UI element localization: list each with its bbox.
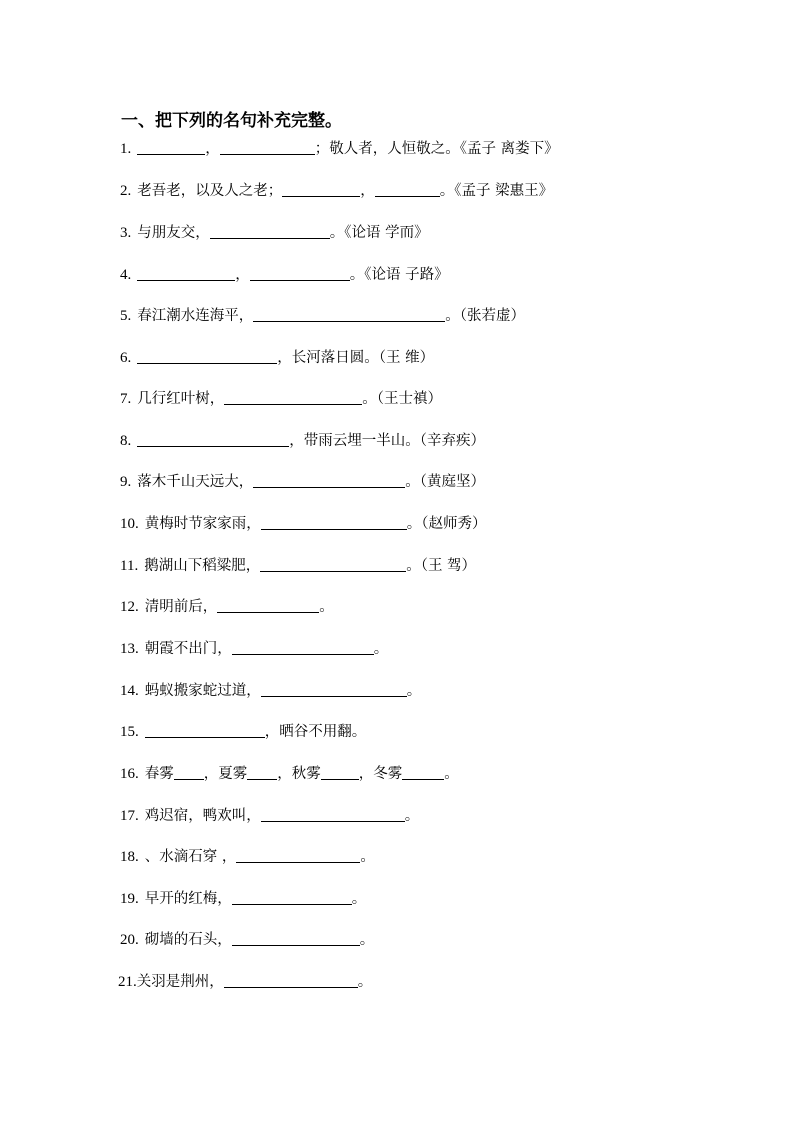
question-item	[120, 348, 434, 368]
question-text: 朝霞不出门，	[144, 641, 232, 657]
question-item	[120, 681, 421, 701]
question-item	[120, 930, 374, 950]
question-text: ，夏雾	[203, 766, 248, 782]
question-text: 砌墙的石头，	[144, 932, 232, 948]
question-number: 13.	[120, 641, 139, 657]
question-number: 16.	[120, 766, 139, 782]
question-item	[120, 764, 459, 784]
question-number: 1.	[120, 141, 132, 157]
question-text: 黄梅时节家家雨，	[144, 516, 261, 532]
question-item	[120, 181, 553, 201]
answer-blank[interactable]	[137, 432, 289, 447]
question-text: 鸡迟宿，鸭欢叫，	[144, 808, 261, 824]
question-text: 清明前后，	[144, 599, 218, 615]
question-number: 20.	[120, 932, 139, 948]
question-number: 10.	[120, 516, 139, 532]
answer-blank[interactable]	[145, 723, 265, 738]
question-text: 落木千山天远大，	[137, 474, 254, 490]
answer-blank[interactable]	[232, 890, 352, 905]
question-text: 鹅湖山下稻粱肥，	[144, 558, 261, 574]
question-text: 。	[444, 766, 459, 782]
question-text: ，	[360, 183, 375, 199]
question-text: ，带雨云埋一半山。（辛弃疾）	[289, 433, 485, 449]
answer-blank[interactable]	[224, 973, 358, 988]
answer-blank[interactable]	[261, 682, 407, 697]
question-text: ，晒谷不用翻。	[264, 724, 367, 740]
answer-blank[interactable]	[137, 140, 205, 155]
answer-blank[interactable]	[250, 266, 350, 281]
question-item	[120, 389, 442, 409]
question-item	[120, 722, 366, 742]
question-text: 。	[360, 849, 375, 865]
question-text: ，长河落日圆。（王 维）	[277, 350, 435, 366]
question-text: 老吾老，以及人之老；	[137, 183, 283, 199]
question-number: 5.	[120, 308, 132, 324]
question-text: 。（王 驾）	[406, 558, 477, 574]
question-number: 2.	[120, 183, 132, 199]
question-number: 12.	[120, 599, 139, 615]
question-number: 21.	[118, 974, 137, 990]
question-number: 17.	[120, 808, 139, 824]
question-item	[120, 806, 419, 826]
question-item	[120, 265, 449, 285]
question-text: 早开的红梅，	[144, 891, 232, 907]
question-number: 3.	[120, 225, 132, 241]
answer-blank[interactable]	[217, 598, 319, 613]
question-text: 。《论语 学而》	[329, 225, 429, 241]
question-number: 7.	[120, 391, 132, 407]
question-item	[120, 889, 366, 909]
question-text: 、水滴石穿 ，	[144, 849, 237, 865]
question-text: 几行红叶树，	[137, 391, 225, 407]
question-item	[120, 472, 485, 492]
question-text: 。	[351, 891, 367, 907]
question-number: 8.	[120, 433, 132, 449]
answer-blank[interactable]	[137, 349, 277, 364]
answer-blank[interactable]	[232, 931, 360, 946]
question-item	[120, 597, 334, 617]
answer-blank[interactable]	[137, 266, 235, 281]
answer-blank[interactable]	[210, 224, 330, 239]
question-text: 。	[357, 974, 373, 990]
question-text: 。	[359, 932, 375, 948]
question-item	[120, 556, 476, 576]
answer-blank[interactable]	[321, 765, 359, 780]
question-number: 4.	[120, 267, 132, 283]
answer-blank[interactable]	[247, 765, 277, 780]
question-item	[120, 431, 485, 451]
question-text: ；敬人者，人恒敬之。《孟子 离娄下》	[314, 141, 559, 157]
question-text: 。（赵师秀）	[406, 516, 487, 532]
question-text: ，冬雾	[358, 766, 403, 782]
question-number: 19.	[120, 891, 139, 907]
question-text: 。（张若虚）	[445, 308, 525, 324]
answer-blank[interactable]	[402, 765, 444, 780]
question-text: ，	[205, 141, 220, 157]
question-item	[118, 972, 372, 992]
answer-blank[interactable]	[236, 848, 360, 863]
answer-blank[interactable]	[232, 640, 374, 655]
question-item	[120, 306, 525, 326]
question-text: 。（黄庭坚）	[405, 474, 485, 490]
question-text: 。	[319, 599, 334, 615]
question-text: 春雾	[144, 766, 174, 782]
answer-blank[interactable]	[224, 390, 362, 405]
answer-blank[interactable]	[253, 307, 445, 322]
answer-blank[interactable]	[375, 182, 440, 197]
question-text: 关羽是荆州，	[136, 974, 224, 990]
question-number: 6.	[120, 350, 132, 366]
question-text: 。	[373, 641, 389, 657]
question-text: 与朋友交，	[137, 225, 210, 241]
question-item	[120, 139, 559, 159]
answer-blank[interactable]	[261, 807, 405, 822]
question-text: 春江潮水连海平，	[137, 308, 254, 324]
question-item	[120, 639, 388, 659]
question-text: 。（王士禛）	[362, 391, 442, 407]
section-title: 一、把下列的名句补充完整。	[121, 111, 342, 131]
question-text: 。	[406, 683, 422, 699]
answer-blank[interactable]	[220, 140, 315, 155]
question-number: 14.	[120, 683, 139, 699]
answer-blank[interactable]	[261, 515, 407, 530]
question-number: 9.	[120, 474, 132, 490]
question-text: 。《孟子 梁惠王》	[439, 183, 554, 199]
question-item	[120, 514, 487, 534]
question-number: 15.	[120, 724, 139, 740]
question-text: 蚂蚁搬家蛇过道，	[144, 683, 261, 699]
answer-blank[interactable]	[253, 473, 405, 488]
answer-blank[interactable]	[174, 765, 204, 780]
question-item	[120, 223, 429, 243]
question-text: ，	[235, 267, 250, 283]
answer-blank[interactable]	[282, 182, 360, 197]
question-text: ，秋雾	[277, 766, 321, 782]
question-item	[120, 847, 375, 867]
answer-blank[interactable]	[260, 557, 406, 572]
question-text: 。	[404, 808, 420, 824]
question-number: 18.	[120, 849, 139, 865]
question-text: 。《论语 子路》	[349, 267, 449, 283]
question-number: 11.	[120, 558, 139, 574]
